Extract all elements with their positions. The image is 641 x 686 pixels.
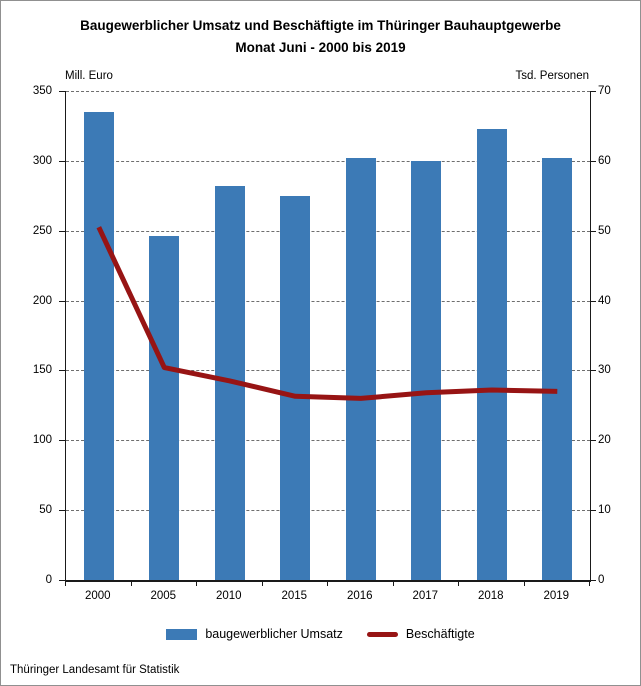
x-axis-tickmark-0 xyxy=(65,582,66,586)
right-axis-tickmark-70 xyxy=(590,91,596,92)
left-axis-tick-150: 150 xyxy=(32,364,52,377)
right-axis-tick-0: 0 xyxy=(598,574,605,586)
right-axis-tickmark-10 xyxy=(590,510,596,511)
left-axis-tickmark-100 xyxy=(59,440,65,441)
x-axis-label-2017: 2017 xyxy=(412,590,439,602)
x-axis-label-2005: 2005 xyxy=(150,590,177,602)
x-axis-label-2016: 2016 xyxy=(346,590,373,602)
legend-bar-label: baugewerblicher Umsatz xyxy=(205,627,343,641)
left-axis-tick-350: 350 xyxy=(32,85,52,97)
x-axis-label-2010: 2010 xyxy=(215,590,242,602)
right-axis-tickmark-50 xyxy=(590,231,596,232)
right-axis-tick-40: 40 xyxy=(598,294,611,307)
x-axis-tickmark-7 xyxy=(524,582,525,586)
right-axis-tickmark-30 xyxy=(590,370,596,371)
legend xyxy=(1,627,640,641)
legend-line-swatch xyxy=(367,632,398,637)
right-axis-tick-50: 50 xyxy=(598,224,611,237)
right-axis-tick-60: 60 xyxy=(598,154,611,167)
x-axis-tickmark-4 xyxy=(327,582,328,586)
x-axis-tickmark-8 xyxy=(589,582,590,586)
x-axis-tickmark-1 xyxy=(131,582,132,586)
left-axis-tickmark-200 xyxy=(59,301,65,302)
left-axis-tick-250: 250 xyxy=(32,224,52,237)
plot-area xyxy=(65,91,591,582)
right-axis-tickmark-20 xyxy=(590,440,596,441)
left-axis-tick-200: 200 xyxy=(32,294,52,307)
x-axis-tickmark-3 xyxy=(262,582,263,586)
chart-title-line2: Monat Juni - 2000 bis 2019 xyxy=(235,40,406,55)
x-axis-tickmark-6 xyxy=(458,582,459,586)
x-axis-label-2000: 2000 xyxy=(84,590,111,602)
left-axis-tick-50: 50 xyxy=(39,504,52,517)
left-axis-tick-100: 100 xyxy=(32,434,52,447)
legend-bar-swatch xyxy=(166,629,197,640)
right-axis-tick-10: 10 xyxy=(598,504,611,517)
line-beschaeftigte xyxy=(66,91,590,580)
x-axis-label-2015: 2015 xyxy=(281,590,308,602)
left-axis-tickmark-300 xyxy=(59,161,65,162)
left-axis-tick-0: 0 xyxy=(45,574,52,586)
x-axis-label-2019: 2019 xyxy=(543,590,570,602)
x-axis-label-2018: 2018 xyxy=(477,590,504,602)
right-axis-tickmark-0 xyxy=(590,580,596,581)
right-axis-tick-20: 20 xyxy=(598,434,611,447)
right-axis-tickmark-60 xyxy=(590,161,596,162)
left-axis-tickmark-50 xyxy=(59,510,65,511)
legend-line-label: Beschäftigte xyxy=(405,627,475,641)
left-axis-unit-label: Mill. Euro xyxy=(65,70,113,82)
right-axis-tickmark-40 xyxy=(590,301,596,302)
right-axis-unit-label: Tsd. Personen xyxy=(515,70,589,82)
left-axis-tickmark-0 xyxy=(59,580,65,581)
left-axis-tickmark-350 xyxy=(59,91,65,92)
left-axis-tickmark-150 xyxy=(59,370,65,371)
left-axis-tickmark-250 xyxy=(59,231,65,232)
x-axis-tickmark-5 xyxy=(393,582,394,586)
chart-title-line1: Baugewerblicher Umsatz und Beschäftigte im Thüringer Bauhauptgewerbe xyxy=(80,18,561,33)
right-axis-tick-30: 30 xyxy=(598,364,611,377)
source-credit: Thüringer Landesamt für Statistik xyxy=(10,664,180,676)
left-axis-tick-300: 300 xyxy=(32,154,52,167)
x-axis-tickmark-2 xyxy=(196,582,197,586)
right-axis-tick-70: 70 xyxy=(598,85,611,97)
